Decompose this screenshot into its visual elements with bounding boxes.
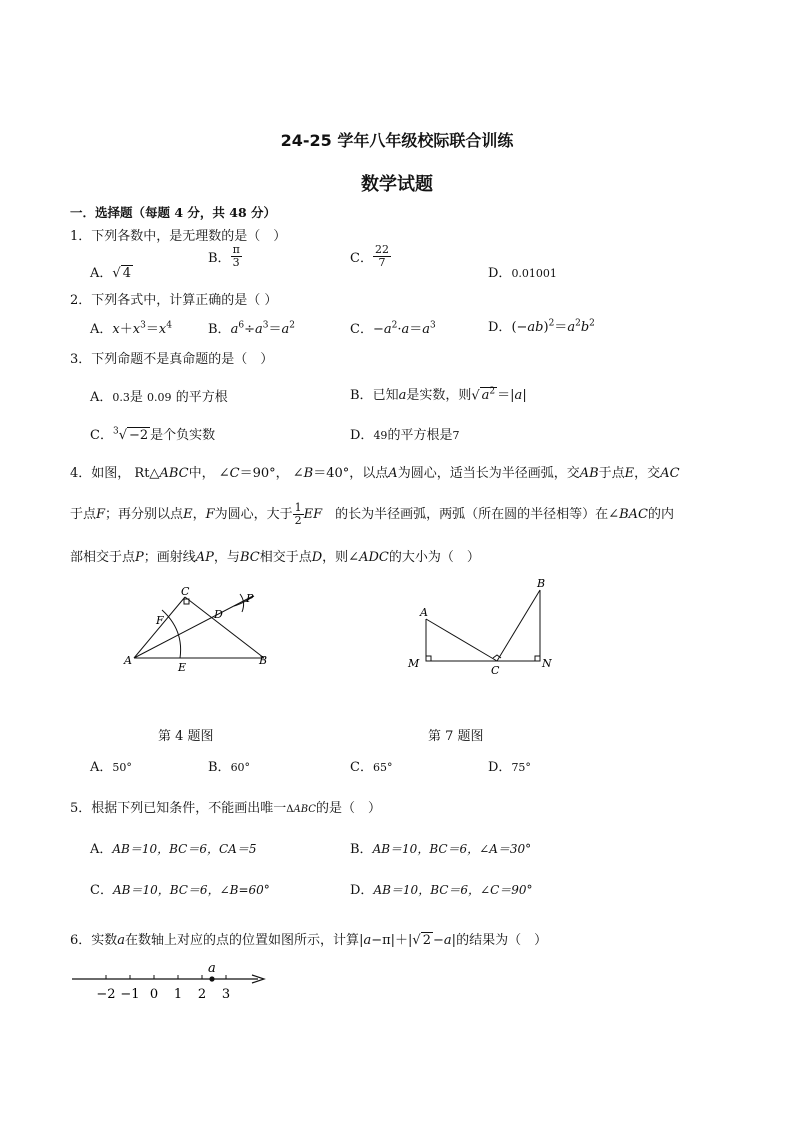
q5-option-b[interactable]: B．AB＝10，BC＝6，∠A＝30° <box>350 842 532 857</box>
q2-option-d[interactable]: D．$(-ab)^2=a^2b^2$ <box>488 318 595 335</box>
q2-option-c[interactable]: C．$-a^2\cdot a=a^3$ <box>350 320 436 337</box>
fig4-label-c: C <box>181 585 190 598</box>
q4-figure <box>118 582 278 677</box>
fig7-label-m: M <box>408 657 420 670</box>
q5-option-d[interactable]: D．AB＝10，BC＝6，∠C＝90° <box>350 883 533 898</box>
q4-option-a[interactable]: A．50° <box>90 760 132 775</box>
q1-option-b[interactable]: B． $\frac{\pi}{3}$ <box>208 243 240 269</box>
q3-option-d[interactable]: D．49的平方根是7 <box>350 428 460 443</box>
q1-stem: 1．下列各数中，是无理数的是（ ） <box>70 229 287 244</box>
q6-number-line <box>68 958 273 1004</box>
axis-tick-label: 3 <box>221 987 231 1002</box>
q2-option-b[interactable]: B．$a^6\div a^3=a^2$ <box>208 320 295 337</box>
q3-option-b[interactable]: B．已知a是实数，则√ $a^2 =|a|$ <box>350 386 527 403</box>
q4-option-b[interactable]: B．60° <box>208 760 251 775</box>
q1-option-a[interactable]: A．√ 4 <box>90 266 131 281</box>
fig4-caption: 第 4 题图 <box>158 729 214 744</box>
fig4-label-b: B <box>259 654 268 667</box>
axis-tick-label: 1 <box>173 987 183 1002</box>
axis-tick-label: 2 <box>197 987 207 1002</box>
fig7-label-a: A <box>420 606 428 619</box>
q4-line-1: 4．如图， Rt△ABC中， ∠C＝90°， ∠B＝40°，以点A为圆心，适当长为半径画弧，交AB于点E，交AC <box>70 466 680 481</box>
section-heading: 一．选择题（每题 4 分，共 48 分） <box>70 205 277 220</box>
q5-option-c[interactable]: C．AB＝10，BC＝6，∠B=60° <box>90 883 270 898</box>
q5-option-a[interactable]: A．AB＝10，BC＝6，CA＝5 <box>90 842 257 857</box>
axis-tick-label: −2 <box>96 987 116 1002</box>
exam-subtitle: 数学试题 <box>361 174 433 195</box>
q1-option-d[interactable]: D．0.01001 <box>488 266 557 281</box>
fig7-label-b: B <box>537 577 546 590</box>
fig7-label-c: C <box>491 664 500 677</box>
fig4-label-e: E <box>178 661 187 674</box>
q7-figure <box>402 574 562 679</box>
q3-option-c[interactable]: C．$^3$√ −2 是个负实数 <box>90 426 216 443</box>
q4-line-2: 于点F；再分别以点E，F为圆心，大于 $\frac{1}{2}$ EF 的长为半径画弧，两弧（所在圆的半径相等）在∠BAC的内 <box>70 501 674 527</box>
q4-line-3: 部相交于点P；画射线AP，与BC相交于点D，则∠ADC的大小为（ ） <box>70 550 480 565</box>
exam-title: 24-25 学年八年级校际联合训练 <box>280 131 514 150</box>
q3-stem: 3．下列命题不是真命题的是（ ） <box>70 352 274 367</box>
axis-tick-label: 0 <box>149 987 159 1002</box>
q2-option-a[interactable]: A．$x+x^3=x^4$ <box>90 320 172 337</box>
fig7-caption: 第 7 题图 <box>428 729 484 744</box>
q3-option-a[interactable]: A．0.3是 0.09 的平方根 <box>90 390 228 405</box>
axis-point-a <box>209 976 214 981</box>
axis-tick-label: −1 <box>120 987 140 1002</box>
q6-stem: 6．实数a在数轴上对应的点的位置如图所示，计算|a−π|＋|√ 2 −a|的结果为（ ） <box>70 933 548 948</box>
q4-option-d[interactable]: D．75° <box>488 760 531 775</box>
fig4-label-p: P <box>246 592 254 605</box>
q1-option-c[interactable]: C． $\frac{22}{7}$ <box>350 243 389 269</box>
q5-stem: 5．根据下列已知条件，不能画出唯一ΔABC的是（ ） <box>70 801 381 816</box>
fig7-label-n: N <box>542 657 552 670</box>
fig4-label-f: F <box>156 614 164 627</box>
q2-stem: 2．下列各式中，计算正确的是（ ） <box>70 293 278 308</box>
fig4-label-a: A <box>124 654 132 667</box>
fig4-label-d: D <box>214 608 223 621</box>
q4-option-c[interactable]: C．65° <box>350 760 393 775</box>
axis-point-label: a <box>208 961 216 976</box>
